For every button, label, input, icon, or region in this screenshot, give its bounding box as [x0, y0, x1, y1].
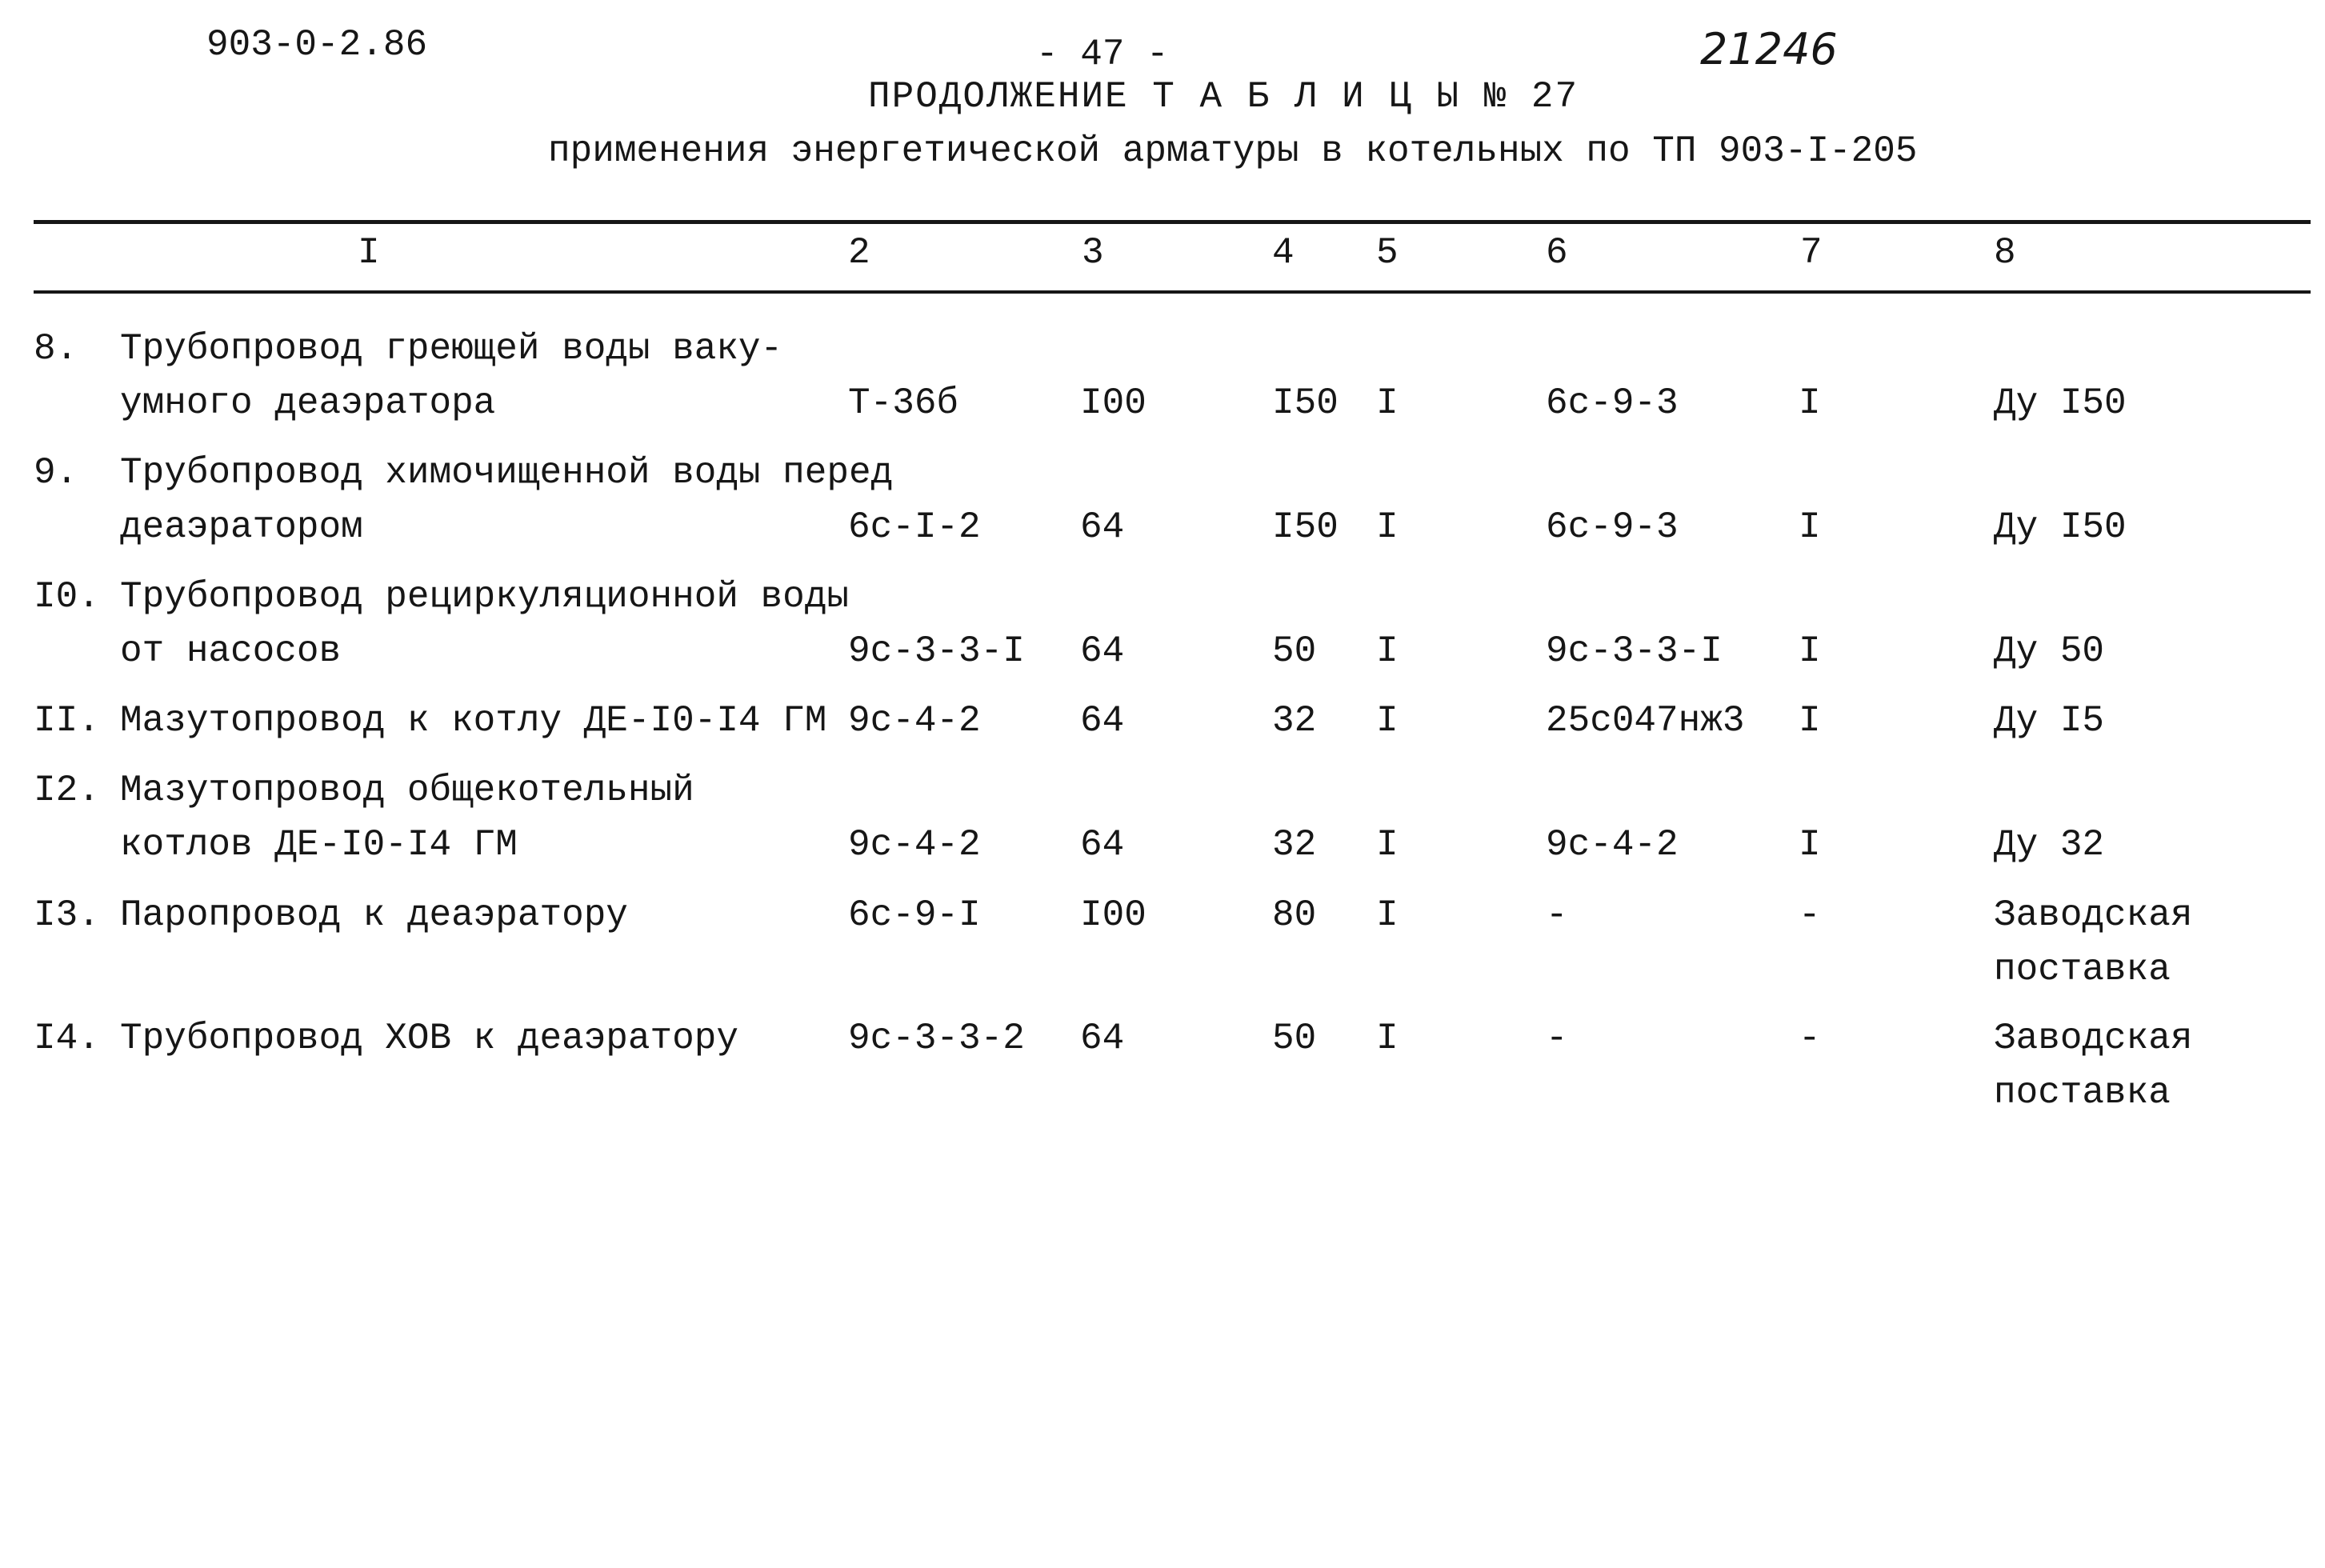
column-header-1: I	[358, 232, 380, 274]
table-title: ПРОДОЛЖЕНИЕ Т А Б Л И Ц Ы № 27	[868, 76, 1579, 118]
cell-col7: I	[1799, 382, 1821, 424]
table-header-rule	[34, 290, 2311, 294]
row-number: 8.	[34, 328, 78, 370]
row-name: Трубопровод химочищенной воды перед	[120, 452, 894, 494]
row-name: Мазутопровод к котлу ДЕ-I0-I4 ГМ	[120, 700, 827, 742]
cell-col6: 9с-3-3-I	[1546, 630, 1723, 672]
cell-col2: 9с-4-2	[848, 824, 981, 866]
cell-col7: -	[1799, 1018, 1821, 1059]
cell-col5: I	[1376, 894, 1399, 936]
cell-col8: Заводская	[1994, 1018, 2193, 1059]
column-header-8: 8	[1994, 232, 2016, 274]
cell-col2: 9с-3-3-2	[848, 1018, 1025, 1059]
cell-col5: I	[1376, 506, 1399, 548]
document-code: 903-0-2.86	[206, 24, 428, 66]
column-header-7: 7	[1800, 232, 1823, 274]
cell-col4: 32	[1272, 700, 1317, 742]
cell-col7: -	[1799, 894, 1821, 936]
column-header-6: 6	[1546, 232, 1568, 274]
cell-col7: I	[1799, 700, 1821, 742]
row-number: I0.	[34, 576, 100, 618]
row-name: Трубопровод ХОВ к деаэратору	[120, 1018, 738, 1059]
cell-col4: 50	[1272, 1018, 1317, 1059]
row-number: I3.	[34, 894, 100, 936]
cell-col5: I	[1376, 824, 1399, 866]
column-header-4: 4	[1272, 232, 1295, 274]
row-name: Мазутопровод общекотельный	[120, 770, 694, 811]
cell-col5: I	[1376, 700, 1399, 742]
cell-col2: 6с-I-2	[848, 506, 981, 548]
cell-col2: 6с-9-I	[848, 894, 981, 936]
cell-col8: Заводская	[1994, 894, 2193, 936]
row-number: 9.	[34, 452, 78, 494]
cell-col3: I00	[1080, 382, 1146, 424]
cell-col4: 80	[1272, 894, 1317, 936]
cell-col3: 64	[1080, 700, 1125, 742]
cell-col2: Т-36б	[848, 382, 959, 424]
cell-col8: Ду I50	[1994, 506, 2127, 548]
cell-col4: 50	[1272, 630, 1317, 672]
cell-col7: I	[1799, 630, 1821, 672]
row-name: Трубопровод рециркуляционной воды	[120, 576, 849, 618]
table-top-rule	[34, 220, 2311, 224]
row-name-continued: деаэратором	[120, 506, 363, 548]
cell-col8: Ду I50	[1994, 382, 2127, 424]
row-name-continued: умного деаэратора	[120, 382, 496, 424]
page-number: - 47 -	[1036, 34, 1169, 75]
cell-col7: I	[1799, 824, 1821, 866]
cell-col5: I	[1376, 382, 1399, 424]
cell-col8: Ду 32	[1994, 824, 2105, 866]
column-header-2: 2	[848, 232, 870, 274]
row-number: I4.	[34, 1018, 100, 1059]
cell-col8: Ду 50	[1994, 630, 2105, 672]
cell-col3: 64	[1080, 824, 1125, 866]
cell-col3: I00	[1080, 894, 1146, 936]
row-name: Трубопровод греющей воды ваку-	[120, 328, 783, 370]
cell-col8-continued: поставка	[1994, 1072, 2171, 1114]
cell-col6: 6с-9-3	[1546, 382, 1679, 424]
cell-col3: 64	[1080, 630, 1125, 672]
column-header-5: 5	[1376, 232, 1399, 274]
cell-col5: I	[1376, 1018, 1399, 1059]
cell-col8-continued: поставка	[1994, 949, 2171, 990]
row-name: Паропровод к деаэратору	[120, 894, 628, 936]
row-number: II.	[34, 700, 100, 742]
cell-col3: 64	[1080, 506, 1125, 548]
table-subtitle: применения энергетической арматуры в котельных по ТП 903-I-205	[548, 130, 1918, 172]
cell-col4: I50	[1272, 382, 1339, 424]
row-name-continued: от насосов	[120, 630, 342, 672]
cell-col2: 9с-4-2	[848, 700, 981, 742]
row-name-continued: котлов ДЕ-I0-I4 ГМ	[120, 824, 518, 866]
cell-col4: I50	[1272, 506, 1339, 548]
cell-col6: 6с-9-3	[1546, 506, 1679, 548]
cell-col6: 25с047нж3	[1546, 700, 1745, 742]
cell-col6: -	[1546, 894, 1568, 936]
archive-number: 21246	[1700, 24, 1838, 74]
cell-col3: 64	[1080, 1018, 1125, 1059]
cell-col6: 9с-4-2	[1546, 824, 1679, 866]
cell-col2: 9с-3-3-I	[848, 630, 1025, 672]
cell-col4: 32	[1272, 824, 1317, 866]
cell-col6: -	[1546, 1018, 1568, 1059]
cell-col7: I	[1799, 506, 1821, 548]
row-number: I2.	[34, 770, 100, 811]
column-header-3: 3	[1082, 232, 1104, 274]
cell-col8: Ду I5	[1994, 700, 2105, 742]
cell-col5: I	[1376, 630, 1399, 672]
